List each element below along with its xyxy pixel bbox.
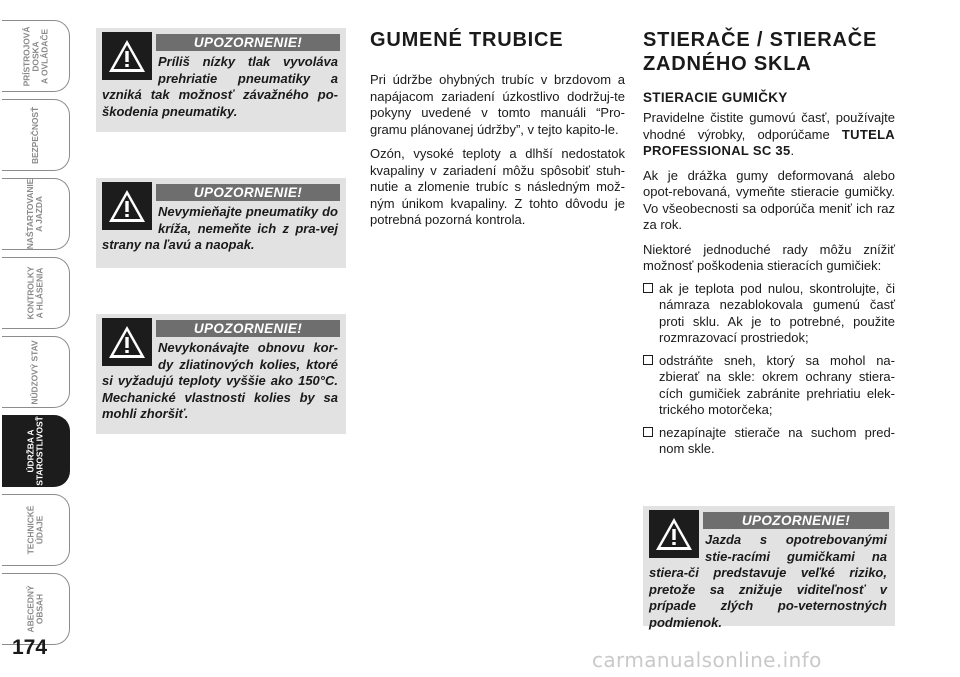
warning-header: UPOZORNENIE! bbox=[156, 184, 340, 201]
tab-label: KONTROLKY A HLÁSENIA bbox=[25, 266, 45, 320]
paragraph: Ozón, vysoké teploty a dlhší nedostatok kvapaliny v zariadení môžu spôsobiť stuh-nutie a zlomenie trubíc s následným mož-ným únikom kvapaliny. Z tohto dôvodu je potrebná pozorná kontrola. bbox=[370, 146, 625, 227]
warning-box-4 bbox=[643, 506, 895, 630]
tab-udrzba-active[interactable] bbox=[2, 415, 70, 487]
paragraph: Pri údržbe ohybných trubíc v brzdovom a napájacom zariadení úzkostlivo dodržuj-te pokyny uvedené v tomto manuáli “Pro-gramu plánovanej údržby”, v tejto kapito-le. bbox=[370, 72, 625, 137]
tab-label: NÚDZOVÝ STAV bbox=[29, 339, 40, 405]
warning-header: UPOZORNENIE! bbox=[703, 512, 889, 529]
section-title: STIERAČE / STIERAČE ZADNÉHO SKLA bbox=[643, 29, 878, 75]
tab-bezpecnost[interactable] bbox=[2, 99, 70, 171]
tab-label: PRÍSTROJOVÁ DOSKA A OVLÁDAČE bbox=[20, 26, 49, 86]
page-number: 174 bbox=[12, 636, 48, 659]
warning-box-2 bbox=[96, 178, 346, 268]
list-item: ak je teplota pod nulou, skontrolujte, či námraza nezablokovala gumenú časť proti sklu. Ak je to potrebné, použite rozmrazovací prostriedok; bbox=[643, 281, 895, 347]
warning-text: Jazda s opotrebovanými stie-racími gumičkami na stiera-či predstavuje veľké riziko, pretože sa znižuje viditeľnosť v prípade zlých po-veternostných podmienok. bbox=[649, 532, 887, 630]
tab-pristrojova-doska[interactable] bbox=[2, 20, 70, 92]
tab-label: ABECEDNÝ OBSAH bbox=[25, 585, 45, 633]
warning-header: UPOZORNENIE! bbox=[156, 34, 340, 51]
section-subtitle: STIERACIE GUMIČKY bbox=[643, 90, 788, 105]
product-name: TUTELA PROFESSIONAL SC 35 bbox=[643, 126, 895, 158]
warning-text: Príliš nízky tlak vyvoláva prehriatie pneumatiky a vzniká tak možnosť závažného po-škodenia pneumatiky. bbox=[102, 54, 338, 119]
list-item: nezapínajte stierače na suchom pred-nom skle. bbox=[643, 425, 895, 458]
tab-abecedny-obsah[interactable] bbox=[2, 573, 70, 645]
paragraph: Pravidelne čistite gumovú časť, používajte vhodné výrobky, odporúčame TUTELA PROFESSIONAL SC 35. bbox=[643, 110, 895, 158]
section-gumene-trubice bbox=[370, 28, 625, 229]
tab-technicke-udaje[interactable] bbox=[2, 494, 70, 566]
warning-text: Nevymieňajte pneumatiky do kríža, nemeňte ich z pra-vej strany na ľavú a naopak. bbox=[102, 204, 338, 252]
tab-nudzovy-stav[interactable] bbox=[2, 336, 70, 408]
warning-header: UPOZORNENIE! bbox=[156, 320, 340, 337]
checkbox-bullet-icon bbox=[643, 427, 653, 437]
watermark: carmanualsonline.info bbox=[592, 648, 822, 672]
tab-label: ÚDRŽBA A STAROSTLIVOSŤ bbox=[25, 416, 45, 486]
section-title: GUMENÉ TRUBICE bbox=[370, 29, 564, 51]
paragraph: Niektoré jednoduché rady môžu znížiť možnosť poškodenia stieracích gumičiek: bbox=[643, 241, 895, 273]
list-item: odstráňte sneh, ktorý sa mohol na-zbierať na skle: okrem ochrany stiera-cích gumičiek zabránite prehriatiu elek-trického motorčeka; bbox=[643, 353, 895, 419]
section-stierace bbox=[643, 28, 895, 464]
bullet-list bbox=[643, 281, 895, 458]
warning-box-1 bbox=[96, 28, 346, 132]
tab-nastartovanie[interactable] bbox=[2, 178, 70, 250]
tab-kontrolky[interactable] bbox=[2, 257, 70, 329]
tab-label: BEZPEČNOSŤ bbox=[30, 106, 40, 164]
tab-label: TECHNICKÉ ÚDAJE bbox=[25, 505, 45, 555]
warning-text: Nevykonávajte obnovu kor-dy zliatinových kolies, ktoré si vyžadujú teploty vyššie ako 150°C. Mechanické vlastnosti kolies by sa mohli zhoršiť. bbox=[102, 340, 338, 421]
warning-box-3 bbox=[96, 314, 346, 434]
paragraph: Ak je drážka gumy deformovaná alebo opot-rebovaná, vymeňte stieracie gumičky. Vo všeobecnosti sa odporúča meniť ich raz za rok. bbox=[643, 167, 895, 232]
checkbox-bullet-icon bbox=[643, 355, 653, 365]
checkbox-bullet-icon bbox=[643, 283, 653, 293]
tab-label: NAŠTARTOVANIE A JAZDA bbox=[25, 178, 45, 250]
